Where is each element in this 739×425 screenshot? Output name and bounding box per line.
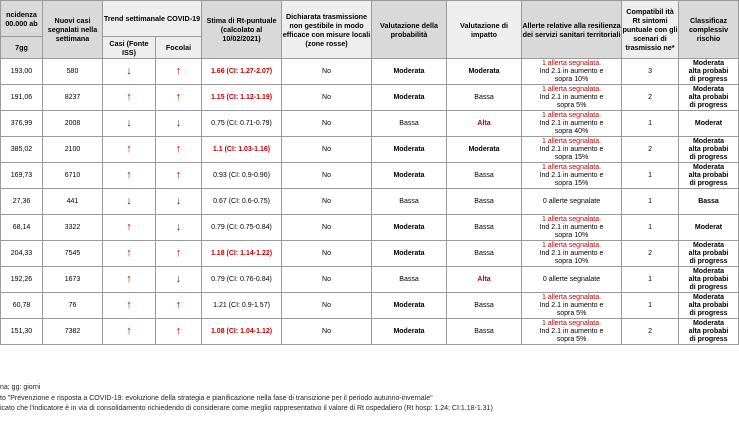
new-cases-cell: 580 (43, 59, 103, 85)
footnote-line: na; gg: giorni (0, 384, 41, 391)
table-row (1, 241, 739, 267)
probability-cell: Moderata (372, 241, 447, 267)
rt-cell: 1.15 (CI: 1.12-1.19) (202, 85, 282, 111)
arrow-up-icon: ↑ (175, 91, 182, 103)
foci-trend-cell (156, 137, 202, 163)
compatible-cell: 2 (622, 319, 679, 345)
compatible-cell: 2 (622, 137, 679, 163)
compatible-cell: 1 (622, 293, 679, 319)
rt-cell: 1.1 (CI: 1.03-1.16) (202, 137, 282, 163)
incidence-header: ncidenza 00.000 ab (1, 1, 43, 37)
table-row (1, 293, 739, 319)
alerts-cell: 1 allerta segnalata. Ind 2.1 in aumento e sopra 5% (522, 319, 622, 345)
incidence-unit-header: 7gg (1, 37, 43, 59)
classification-cell: Moderat (679, 111, 739, 137)
new-cases-cell: 2100 (43, 137, 103, 163)
alerts-cell: 1 allerta segnalata. Ind 2.1 in aumento e sopra 10% (522, 215, 622, 241)
classification-cell: Moderata alta probabi di progress (679, 293, 739, 319)
rt-cell: 0.93 (CI: 0.9-0.96) (202, 163, 282, 189)
incidence-cell: 68,14 (1, 215, 43, 241)
cases-trend-cell (103, 189, 156, 215)
foci-trend-cell (156, 215, 202, 241)
arrow-up-icon: ↑ (175, 143, 182, 155)
arrow-up-icon: ↑ (175, 325, 182, 337)
impact-cell: Alta (447, 111, 522, 137)
trend-foci-header: Focolai (156, 37, 202, 59)
declared-header: Dichiarata trasmissione non gestibile in modo efficace con misure locali (zone rosse) (282, 1, 372, 59)
impact-cell: Moderata (447, 59, 522, 85)
incidence-cell: 193,00 (1, 59, 43, 85)
cases-trend-cell (103, 293, 156, 319)
new-cases-cell: 441 (43, 189, 103, 215)
incidence-cell: 191,06 (1, 85, 43, 111)
arrow-down-icon: ↓ (126, 195, 132, 207)
alerts-header: Allerte relative alla resilienza dei servizi sanitari territoriali (522, 1, 622, 59)
foci-trend-cell (156, 267, 202, 293)
rt-cell: 1.66 (CI: 1.27-2.07) (202, 59, 282, 85)
new-cases-cell: 6710 (43, 163, 103, 189)
rt-cell: 1.21 (CI: 0.9-1.57) (202, 293, 282, 319)
compatible-cell: 1 (622, 163, 679, 189)
foci-trend-cell (156, 163, 202, 189)
compatible-cell: 1 (622, 111, 679, 137)
new-cases-header: Nuovi casi segnalati nella settimana (43, 1, 103, 59)
alerts-cell: 1 allerta segnalata. Ind 2.1 in aumento e sopra 5% (522, 293, 622, 319)
cases-trend-cell (103, 319, 156, 345)
rt-cell: 0.79 (CI: 0.75-0.84) (202, 215, 282, 241)
declared-cell: No (282, 241, 372, 267)
arrow-up-icon: ↑ (126, 221, 132, 233)
compatible-cell: 1 (622, 267, 679, 293)
alerts-cell: 0 allerte segnalate (522, 189, 622, 215)
declared-cell: No (282, 85, 372, 111)
incidence-cell: 204,33 (1, 241, 43, 267)
classification-cell: Bassa (679, 189, 739, 215)
alerts-cell: 1 allerta segnalata. Ind 2.1 in aumento e sopra 10% (522, 59, 622, 85)
arrow-down-icon: ↓ (175, 273, 182, 285)
alerts-cell: 1 allerta segnalata. Ind 2.1 in aumento e sopra 40% (522, 111, 622, 137)
cases-trend-cell (103, 215, 156, 241)
impact-cell: Bassa (447, 163, 522, 189)
incidence-cell: 169,73 (1, 163, 43, 189)
compatible-cell: 2 (622, 85, 679, 111)
cases-trend-cell (103, 59, 156, 85)
arrow-up-icon: ↑ (126, 325, 132, 337)
compatible-cell: 1 (622, 189, 679, 215)
incidence-cell: 385,02 (1, 137, 43, 163)
trend-header: Trend settimanale COVID-19 (103, 1, 202, 37)
table-row (1, 85, 739, 111)
foci-trend-cell (156, 241, 202, 267)
compatible-header: Compatibil ità Rt sintomi puntuale con gli scenari di trasmissio ne* (622, 1, 679, 59)
classification-cell: Moderata alta probabi di progress (679, 137, 739, 163)
rt-cell: 0.75 (CI: 0.71-0.79) (202, 111, 282, 137)
foci-trend-cell (156, 111, 202, 137)
declared-cell: No (282, 137, 372, 163)
arrow-up-icon: ↑ (126, 299, 132, 311)
arrow-down-icon: ↓ (175, 195, 182, 207)
rt-cell: 0.67 (CI: 0.6-0.75) (202, 189, 282, 215)
foci-trend-cell (156, 85, 202, 111)
alerts-cell: 1 allerta segnalata. Ind 2.1 in aumento e sopra 15% (522, 163, 622, 189)
declared-cell: No (282, 189, 372, 215)
incidence-cell: 151,30 (1, 319, 43, 345)
foci-trend-cell (156, 319, 202, 345)
probability-cell: Bassa (372, 267, 447, 293)
foci-trend-cell (156, 189, 202, 215)
classification-cell: Moderata alta probabi di progress (679, 163, 739, 189)
probability-cell: Moderata (372, 215, 447, 241)
probability-cell: Bassa (372, 111, 447, 137)
rt-cell: 0.79 (CI: 0.76-0.84) (202, 267, 282, 293)
arrow-up-icon: ↑ (175, 247, 182, 259)
classification-cell: Moderata alta probabi di progress (679, 319, 739, 345)
alerts-cell: 1 allerta segnalata. Ind 2.1 in aumento e sopra 5% (522, 85, 622, 111)
impact-header: Valutazione di impatto (447, 1, 522, 59)
declared-cell: No (282, 59, 372, 85)
alerts-cell: 1 allerta segnalata. Ind 2.1 in aumento e sopra 10% (522, 241, 622, 267)
arrow-up-icon: ↑ (126, 91, 132, 103)
rt-header: Stima di Rt-puntuale (calcolato al 10/02/2021) (202, 1, 282, 59)
impact-cell: Alta (447, 267, 522, 293)
table-row (1, 163, 739, 189)
classification-cell: Moderata alta probabi di progress (679, 59, 739, 85)
trend-cases-header: Casi (Fonte ISS) (103, 37, 156, 59)
probability-cell: Moderata (372, 163, 447, 189)
table-row (1, 215, 739, 241)
arrow-up-icon: ↑ (175, 169, 182, 181)
probability-header: Valutazione della probabilità (372, 1, 447, 59)
probability-cell: Moderata (372, 319, 447, 345)
rt-cell: 1.18 (CI: 1.14-1.22) (202, 241, 282, 267)
arrow-down-icon: ↓ (126, 65, 132, 77)
probability-cell: Moderata (372, 85, 447, 111)
probability-cell: Bassa (372, 189, 447, 215)
arrow-up-icon: ↑ (126, 247, 132, 259)
arrow-down-icon: ↓ (126, 117, 132, 129)
impact-cell: Bassa (447, 189, 522, 215)
alerts-cell: 0 allerte segnalate (522, 267, 622, 293)
impact-cell: Moderata (447, 137, 522, 163)
alerts-cell: 1 allerta segnalata. Ind 2.1 in aumento e sopra 15% (522, 137, 622, 163)
incidence-cell: 60,78 (1, 293, 43, 319)
classification-cell: Moderata alta probabi di progress (679, 267, 739, 293)
cases-trend-cell (103, 85, 156, 111)
impact-cell: Bassa (447, 319, 522, 345)
footnotes (0, 383, 638, 415)
new-cases-cell: 3322 (43, 215, 103, 241)
foci-trend-cell (156, 59, 202, 85)
cases-trend-cell (103, 137, 156, 163)
new-cases-cell: 7382 (43, 319, 103, 345)
cases-trend-cell (103, 241, 156, 267)
compatible-cell: 2 (622, 241, 679, 267)
new-cases-cell: 2008 (43, 111, 103, 137)
rt-cell: 1.08 (CI: 1.04-1.12) (202, 319, 282, 345)
foci-trend-cell (156, 293, 202, 319)
arrow-up-icon: ↑ (126, 169, 132, 181)
incidence-cell: 27,36 (1, 189, 43, 215)
table-row (1, 189, 739, 215)
footnote-line: to "Prevenzione e risposta a COVID-19: evoluzione della strategia e pianificazione nella fase di transizione per il periodo autunno-invernale" (0, 394, 433, 402)
table-row (1, 111, 739, 137)
compatible-cell: 3 (622, 59, 679, 85)
impact-cell: Bassa (447, 241, 522, 267)
incidence-cell: 192,26 (1, 267, 43, 293)
declared-cell: No (282, 111, 372, 137)
impact-cell: Bassa (447, 293, 522, 319)
classification-header: Classificaz complessiv rischio (679, 1, 739, 59)
arrow-up-icon: ↑ (175, 299, 182, 311)
probability-cell: Moderata (372, 293, 447, 319)
impact-cell: Bassa (447, 215, 522, 241)
table-row (1, 267, 739, 293)
declared-cell: No (282, 163, 372, 189)
footnote-line: icato che l'indicatore è in via di consolidamento richiedendo di considerare come meglio rappresentativo il valore di Rt ospedaliero (Rt hosp: 1.24; CI:1.18-1.31) (0, 405, 493, 412)
new-cases-cell: 8237 (43, 85, 103, 111)
classification-cell: Moderat (679, 215, 739, 241)
table-row (1, 319, 739, 345)
impact-cell: Bassa (447, 85, 522, 111)
new-cases-cell: 7545 (43, 241, 103, 267)
cases-trend-cell (103, 111, 156, 137)
compatible-cell: 1 (622, 215, 679, 241)
new-cases-cell: 1673 (43, 267, 103, 293)
incidence-cell: 376,99 (1, 111, 43, 137)
classification-cell: Moderata alta probabi di progress (679, 241, 739, 267)
declared-cell: No (282, 215, 372, 241)
cases-trend-cell (103, 163, 156, 189)
declared-cell: No (282, 293, 372, 319)
arrow-up-icon: ↑ (175, 65, 182, 77)
probability-cell: Moderata (372, 137, 447, 163)
probability-cell: Moderata (372, 59, 447, 85)
new-cases-cell: 76 (43, 293, 103, 319)
table-row (1, 59, 739, 85)
arrow-up-icon: ↑ (126, 273, 132, 285)
table-row (1, 137, 739, 163)
arrow-down-icon: ↓ (175, 221, 182, 233)
arrow-up-icon: ↑ (126, 143, 132, 155)
cases-trend-cell (103, 267, 156, 293)
classification-cell: Moderata alta probabi di progress (679, 85, 739, 111)
arrow-down-icon: ↓ (175, 117, 182, 129)
declared-cell: No (282, 319, 372, 345)
declared-cell: No (282, 267, 372, 293)
